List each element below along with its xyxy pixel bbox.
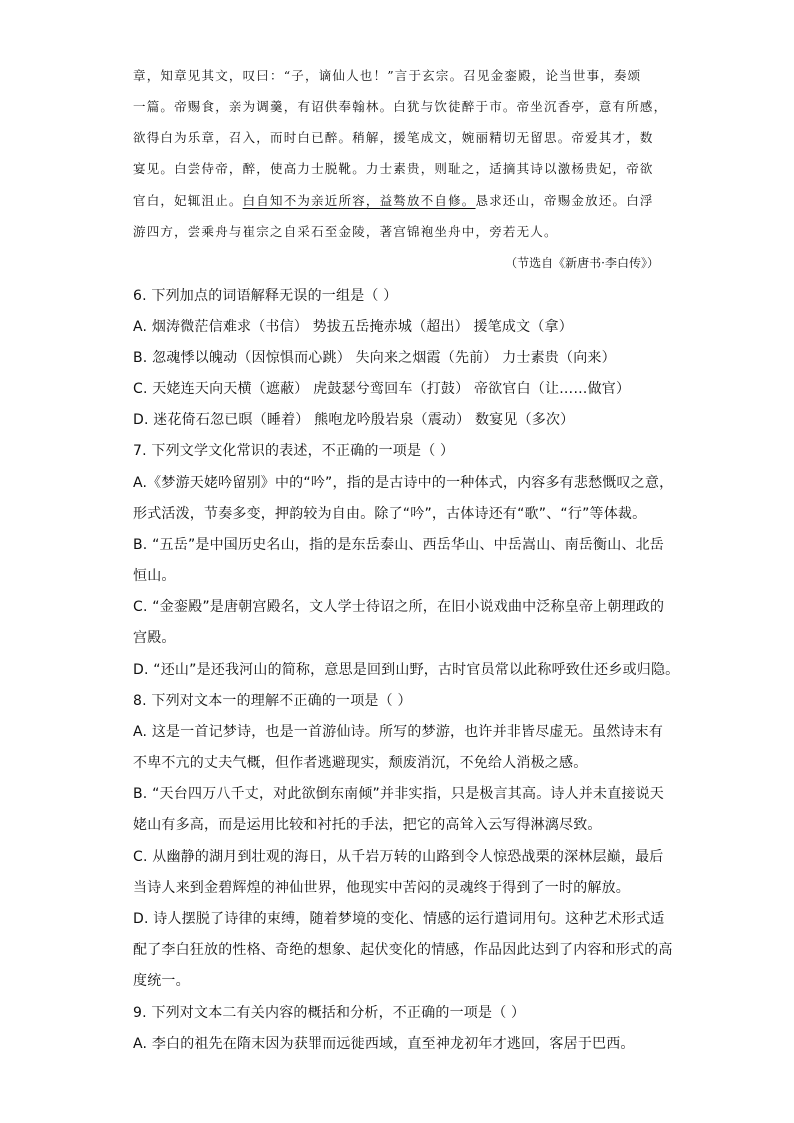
question-option-continued: 恒山。: [133, 568, 176, 584]
question-option-continued: 姥山有多高，而是运用比较和衬托的手法，把它的高耸入云写得淋漓尽致。: [133, 817, 602, 833]
passage-text: 官白，妃辄沮止。: [133, 193, 243, 208]
question-option: D. “还山”是还我河山的简称，意思是回到山野，古时官员常以此称呼致仕还乡或归隐。: [133, 662, 680, 678]
passage-line: 欲得白为乐章，召入，而时白已醉。稍解，援笔成文，婉丽精切无留思。帝爱其才，数: [133, 130, 654, 145]
passage-line: 章，知章见其文，叹曰：“子，谪仙人也！”言于玄宗。召见金銮殿，论当世事，奏颂: [133, 68, 642, 83]
question-option: A. 李白的祖先在隋末因为获罪而远徙西域，直至神龙初年才逃回，客居于巴西。: [133, 1036, 635, 1052]
passage-source: （节选自《新唐书·李白传》）: [505, 256, 659, 270]
question-option: D. 诗人摆脱了诗律的束缚，随着梦境的变化、情感的运行遣词用句。这种艺术形式适: [133, 911, 665, 927]
passage-line: 游四方，尝乘舟与崔宗之自采石至金陵，著宫锦袍坐舟中，旁若无人。: [133, 224, 558, 239]
underlined-sentence: 白自知不为亲近所容，益骜放不自修。: [242, 193, 476, 208]
passage-text: 恳求还山，帝赐金放还。白浮: [475, 193, 654, 208]
question-option-continued: 形式活泼，节奏多变，押韵较为自由。除了“吟”，古体诗还有“歌”、“行”等体裁。: [133, 506, 647, 522]
question-option-continued: 配了李白狂放的性格、奇绝的想象、起伏变化的情感，作品因此达到了内容和形式的高: [133, 942, 673, 958]
question-option-continued: 宫殿。: [133, 630, 176, 646]
question-option: C. “金銮殿”是唐朝宫殿名，文人学士待诏之所，在旧小说戏曲中泛称皇帝上朝理政的: [133, 599, 665, 615]
question-option: C. 天姥连天向天横（遮蔽） 虎鼓瑟兮鸾回车（打鼓） 帝欲官白（让……做官）: [133, 381, 631, 397]
question-option: B. “五岳”是中国历史名山，指的是东岳泰山、西岳华山、中岳嵩山、南岳衡山、北岳: [133, 537, 665, 553]
passage-line: 一篇。帝赐食，亲为调羹，有诏供奉翰林。白犹与饮徒醉于市。帝坐沉香亭，意有所感，: [133, 99, 668, 114]
passage-line: 宴见。白尝侍帝，醉，使高力士脱靴。力士素贵，则耻之，适摘其诗以激杨贵妃，帝欲: [133, 161, 654, 176]
question-stem: 8. 下列对文本一的理解不正确的一项是（ ）: [133, 693, 412, 709]
question-option: B. “天台四万八千丈，对此欲倒东南倾”并非实指，只是极言其高。诗人并未直接说天: [133, 786, 665, 802]
question-option-continued: 度统一。: [133, 973, 190, 989]
question-stem: 9. 下列对文本二有关内容的概括和分析，不正确的一项是（ ）: [133, 1005, 526, 1021]
question-option: A.《梦游天姥吟留别》中的“吟”，指的是古诗中的一种体式，内容多有悲愁慨叹之意，: [133, 475, 674, 491]
question-stem: 7. 下列文学文化常识的表述，不正确的一项是（ ）: [133, 443, 455, 459]
question-stem: 6. 下列加点的词语解释无误的一组是（ ）: [133, 288, 398, 304]
question-option-continued: 当诗人来到金碧辉煌的神仙世界，他现实中苦闷的灵魂终于得到了一时的解放。: [133, 880, 630, 896]
question-option: C. 从幽静的湖月到壮观的海日，从千岩万转的山路到令人惊恐战栗的深林层巅，最后: [133, 849, 664, 865]
question-option: A. 烟涛微茫信难求（书信） 势拔五岳掩赤城（超出） 援笔成文（拿）: [133, 319, 573, 335]
question-option: D. 迷花倚石忽已暝（睡着） 熊咆龙吟殷岩泉（震动） 数宴见（多次）: [133, 412, 575, 428]
passage-line: [133, 191, 663, 209]
question-option: A. 这是一首记梦诗，也是一首游仙诗。所写的梦游，也许并非皆尽虚无。虽然诗末有: [133, 724, 664, 740]
question-option-continued: 不卑不亢的丈夫气概，但作者逃避现实，颓废消沉，不免给人消极之感。: [133, 755, 588, 771]
question-option: B. 忽魂悸以魄动（因惊惧而心跳） 失向来之烟霞（先前） 力士素贵（向来）: [133, 350, 616, 366]
